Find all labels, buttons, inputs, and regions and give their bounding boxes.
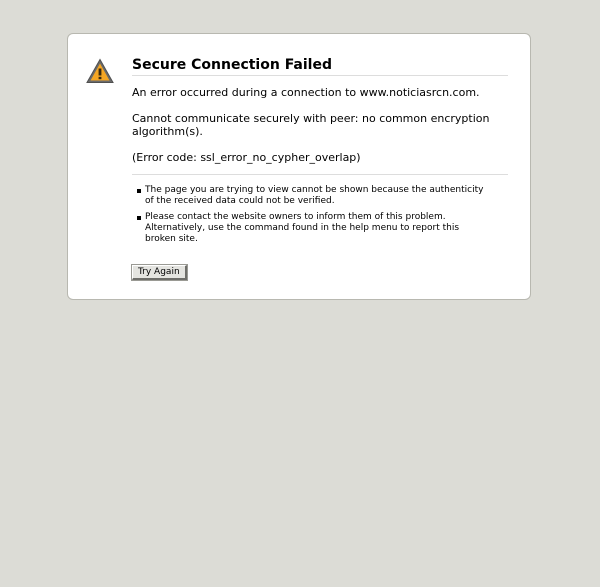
bullet-text: Please contact the website owners to inform them of this problem. Alternatively, use the command found in the help menu to report this broken site. bbox=[145, 212, 460, 244]
error-intro: An error occurred during a connection to www.noticiasrcn.com. bbox=[132, 86, 480, 99]
list-item bbox=[145, 212, 485, 245]
list-item bbox=[145, 185, 485, 207]
error-title: Secure Connection Failed bbox=[132, 56, 508, 76]
divider bbox=[132, 174, 508, 175]
bullet-icon bbox=[137, 216, 141, 220]
bullet-text: The page you are trying to view cannot be shown because the authenticity of the received data could not be verified. bbox=[145, 185, 484, 206]
warning-icon bbox=[86, 58, 114, 84]
error-code: (Error code: ssl_error_no_cypher_overlap) bbox=[132, 151, 361, 164]
error-bullet-list bbox=[132, 185, 508, 245]
error-detail: Cannot communicate securely with peer: no common encryption algorithm(s). bbox=[132, 112, 490, 138]
error-panel bbox=[67, 33, 531, 300]
try-again-button[interactable]: Try Again bbox=[132, 265, 187, 280]
error-content bbox=[132, 56, 508, 280]
bullet-icon bbox=[137, 189, 141, 193]
